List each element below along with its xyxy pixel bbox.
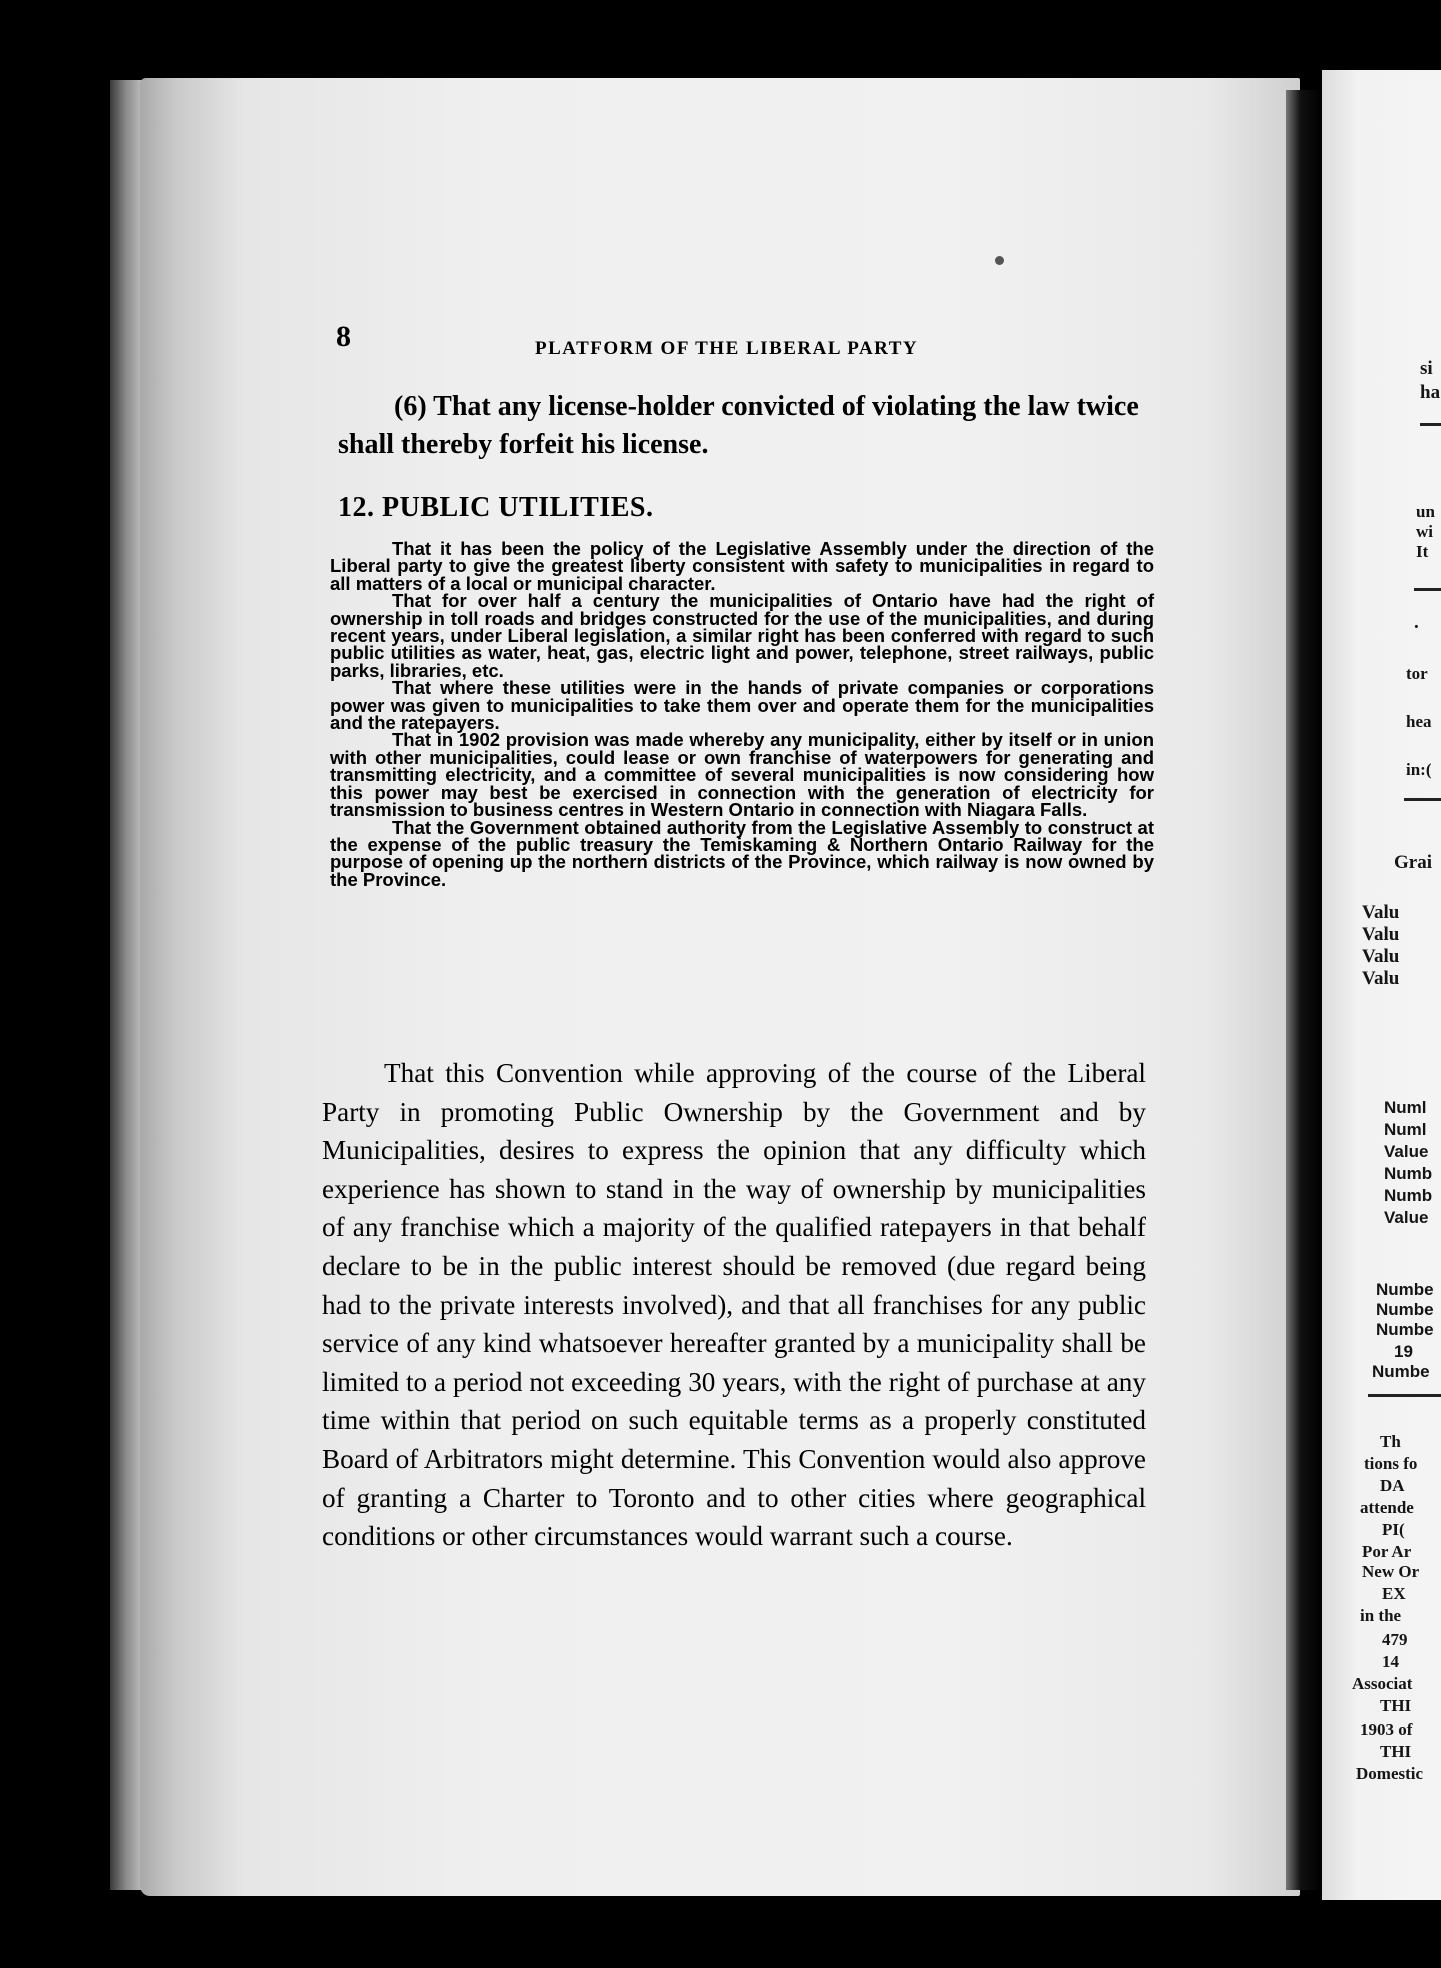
facing-fragment: Valu (1362, 968, 1400, 989)
small-paragraph: That where these utilities were in the hands of private companies or corporations power was given to municipalities to take them over and operate them for the municipalities and the ratepayers. (330, 677, 1154, 734)
small-paragraph: That it has been the policy of the Legislative Assembly under the direction of the Liberal party to give the greatest liberty consistent with safety to municipalities in regard to all matters of a local or municipal character. (330, 538, 1154, 594)
facing-fragment: DA (1380, 1476, 1405, 1495)
facing-fragment: Valu (1362, 902, 1400, 923)
facing-fragment: THI (1380, 1742, 1412, 1761)
facing-fragment: Numbe (1376, 1280, 1434, 1299)
facing-fragment: Numl (1384, 1120, 1427, 1139)
facing-fragment: in:( (1406, 760, 1432, 779)
facing-fragment: tor (1406, 664, 1428, 683)
facing-fragment: It (1416, 542, 1429, 561)
facing-fragment: 14 (1382, 1652, 1399, 1671)
facing-fragment: Value (1384, 1208, 1429, 1227)
facing-rule (1404, 798, 1441, 801)
facing-fragment: Valu (1362, 946, 1400, 967)
resolution-paragraph: That this Convention while approving of the course of the Liberal Party in promoting Public Ownership by the Government and by Municipalities, desires to express the opinion that any difficulty which experience has shown to stand in the way of ownership by municipalities of any franchise which a majority of the qualified ratepayers in that behalf declare to be in the public interest should be removed (due regard being had to the private interests involved), and that all franchises for any public service of any kind whatsoever hereafter granted by a municipality shall be limited to a period not exceeding 30 years, with the right of purchase at any time within that period on such equitable terms as a properly constituted Board of Arbitrators might determine. This Convention would also approve of granting a Charter to Toronto and to other cities where geographical conditions or other circumstances would warrant such a course. (322, 1058, 1146, 1552)
facing-fragment: Numb (1384, 1164, 1433, 1183)
facing-fragment: PI( (1382, 1520, 1405, 1539)
facing-fragment: in the (1360, 1606, 1402, 1625)
facing-fragment: Numbe (1376, 1300, 1434, 1319)
section-small-print (330, 540, 1154, 888)
ink-speck (995, 256, 1004, 265)
running-head: PLATFORM OF THE LIBERAL PARTY (535, 338, 919, 359)
facing-fragment: Numbe (1376, 1320, 1434, 1339)
facing-fragment: Numb (1384, 1186, 1433, 1205)
facing-fragment: Por Ar (1362, 1542, 1412, 1561)
facing-rule (1414, 588, 1441, 591)
facing-fragment: 479 (1382, 1630, 1408, 1649)
facing-fragment: THI (1380, 1696, 1412, 1715)
facing-fragment: 19 (1394, 1342, 1413, 1361)
small-paragraph: That in 1902 provision was made whereby any municipality, either by itself or in union with other municipalities, could lease or own franchise of waterpowers for generating and transmitting electricity, and a committee of several municipalities is now considering how this power may best be exercised in connection with the generation of electricity for transmission to business centres in Western Ontario in connection with Niagara Falls. (330, 729, 1154, 821)
facing-fragment: tions fo (1364, 1454, 1418, 1473)
small-paragraph: That the Government obtained authority from the Legislative Assembly to construct at the expense of the public treasury the Temiskaming & Northern Ontario Railway for the purpose of opening up the northern districts of the Province, which railway is now owned by the Province. (330, 816, 1154, 890)
facing-fragment: hea (1406, 712, 1432, 731)
page-number: 8 (336, 320, 351, 353)
section-heading: 12. PUBLIC UTILITIES. (338, 492, 654, 523)
facing-fragment: attende (1360, 1498, 1414, 1517)
small-paragraph: That for over half a century the municipalities of Ontario have had the right of ownership in toll roads and bridges constructed for the use of the municipalities, and during recent years, under Liberal legislation, a similar right has been conferred with regard to such public utilities as water, heat, gas, electric light and power, telephone, street railways, public parks, libraries, etc. (330, 590, 1154, 681)
facing-fragment: ha (1420, 382, 1441, 403)
clause-6-text: (6) That any license-holder convicted of violating the law twice shall thereby forfeit his license. (338, 391, 1139, 460)
facing-fragment: Grai (1394, 852, 1432, 873)
book-gutter (1286, 90, 1322, 1890)
facing-fragment: EX (1382, 1584, 1406, 1603)
facing-fragment: si (1420, 358, 1433, 379)
facing-fragment: Associat (1352, 1674, 1413, 1693)
facing-fragment: Th (1380, 1432, 1401, 1451)
facing-fragment: Domestic (1356, 1764, 1424, 1783)
facing-fragment: Value (1384, 1142, 1429, 1161)
facing-fragment: Numl (1384, 1098, 1427, 1117)
facing-fragment: un (1416, 502, 1435, 521)
facing-fragment: 1903 of (1360, 1720, 1413, 1739)
facing-fragment: Valu (1362, 924, 1400, 945)
facing-fragment: wi (1416, 522, 1433, 541)
facing-fragment: . (1414, 612, 1419, 633)
facing-fragment: New Or (1362, 1562, 1420, 1581)
facing-rule (1420, 423, 1441, 426)
facing-fragment: Numbe (1372, 1362, 1430, 1381)
facing-rule (1368, 1394, 1441, 1397)
resolution-block (322, 1054, 1146, 1556)
